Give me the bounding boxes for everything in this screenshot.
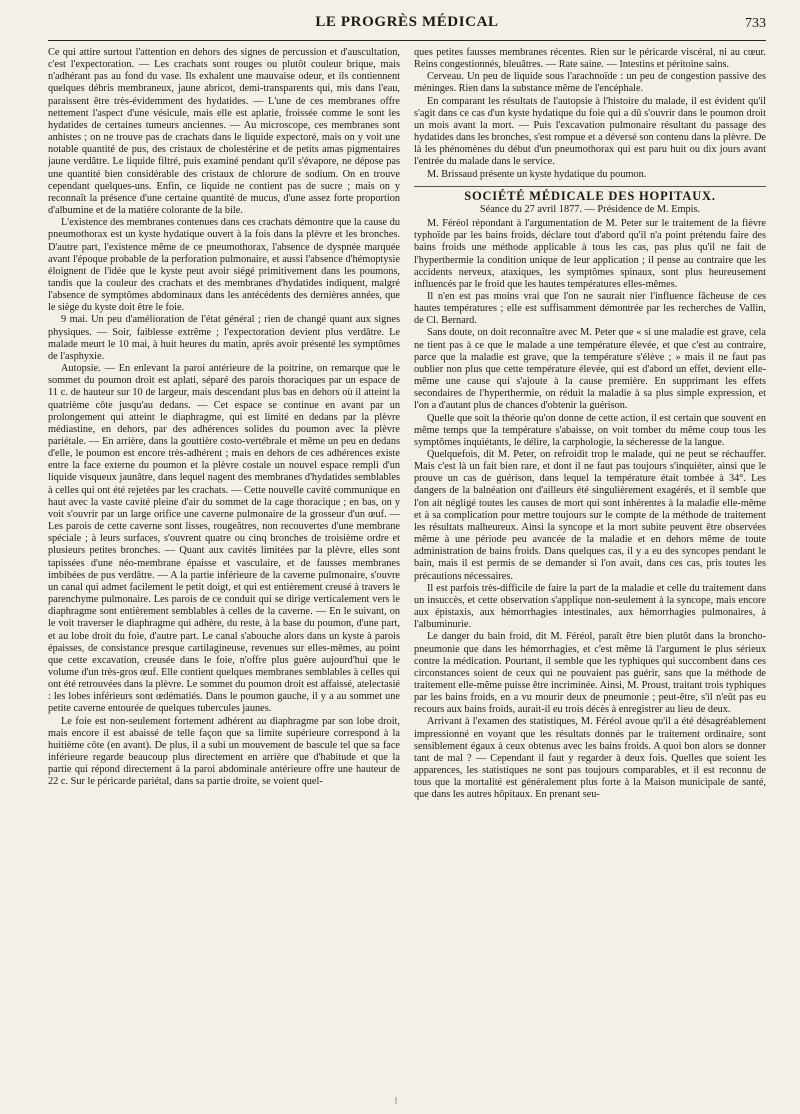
right-column: [414, 47, 766, 1107]
paragraph: Quelquefois, dit M. Peter, on refroidit trop le malade, qui ne peut se réchauffer. Mais c'est là un fait bien rare, et dont il ne faut pas toujours s'inquiéter, ainsi que le prouve un cas de guérison, dans lequel la température était tombée à 34°. Les dangers de la balnéation ont d'ailleurs été singulièrement exagérés, et il semble que l'on ait négligé toutes les causes de mort qui sont inhérentes à la maladie elle-même et à sa complication pour mettre toujours sur le compte de la méthode de traitement les résultats malheureux. Ainsi la syncope et la mort subite peuvent être observées même à une période peu avancée de la maladie et en dehors même de toute administration de bains froids. Dans quelques cas, il y a eu des syncopes pendant le bain, mais il est permis de se demander si l'on avait, dans ces cas, pris toutes les précautions nécessaires.: [414, 449, 766, 582]
paragraph: 9 mai. Un peu d'amélioration de l'état général ; rien de changé quant aux signes physiques. — Soir, faiblesse extrême ; l'expectoration devient plus verdâtre. Le malade meurt le 10 mai, à huit heures du matin, après avoir présenté les symptômes de l'asphyxie.: [48, 314, 400, 362]
autopsy-continuation: [414, 47, 766, 181]
section-title: SOCIÉTÉ MÉDICALE DES HOPITAUX.: [414, 186, 766, 202]
page-header: [48, 14, 766, 41]
paragraph: Arrivant à l'examen des statistiques, M. Féréol avoue qu'il a été désagréablement impressionné en voyant que les résultats donnés par le traitement ordinaire, sont sensiblement égaux à ceux obtenus avec les bains froids. A quoi bon alors se donner tant de mal ? — Cependant il faut y regarder à deux fois. Quelles que soient les apparences, les statistiques ne sont pas toujours comparables, et il est reconnu de tous que la mortalité est généralement plus forte à la Maison municipale de santé, que dans les autres hôpitaux. En prenant seu-: [414, 716, 766, 801]
paragraph: Il est parfois très-difficile de faire la part de la maladie et celle du traitement dans un insuccès, et cette observation s'applique non-seulement à la syncope, mais encore aux épistaxis, aux hémorrhagies intestinales, aux hémorrhagies pulmonaires, à l'albuminurie.: [414, 582, 766, 631]
session-line: Séance du 27 avril 1877. — Présidence de M. Empis.: [479, 203, 701, 215]
page-number: 733: [745, 16, 766, 31]
paragraph: M. Féréol répondant à l'argumentation de M. Peter sur le traitement de la fièvre typhoïde par les bains froids, déclare tout d'abord qu'il n'a point prétendu faire des bains froids une méthode applicable à tous les cas, pas plus qu'il ne fait de l'hyperthermie la condition unique de leur application ; il pense au contraire que les accidents nerveux, ataxiques, les symptômes spinaux, sont plus heureusement influencés par le froid que les hautes températures elles-mêmes.: [414, 218, 766, 290]
paragraph: Ce qui attire surtout l'attention en dehors des signes de percussion et d'auscultation, c'est l'expectoration. — Les crachats sont rouges ou plutôt couleur brique, mais n'adhérant pas au fond du vase. Ils exhalent une mauvaise odeur, et ils contiennent quelques débris membraneux, jaune abricot, demi-transparents qui, mis dans l'eau, paraissent être très-évidemment des hydatides. — L'une de ces membranes offre nettement l'aspect d'une vésicule, mais elle est aplatie, froissée comme le sont les hydatides de certaines tumeurs anciennes. — Au microscope, ces membranes sont anhistes ; on ne trouve pas de crachats dans le liquide expectoré, mais on y voit une notable quantité de pus, des cristaux de cholestérine et de petits amas pigmentaires jaune verdâtre. Le liquide filtré, puis examiné pendant qu'il s'évapore, ne dépose pas une quantité bien considérable des cristaux de chlorure de sodium. On en trouve cependant quelques-uns. Enfin, ce liquide ne contient pas de sucre ; mais on y reconnaît la présence d'une certaine quantité de mucus, d'une assez forte proportion d'albumine et de la matière colorante de la bile.: [48, 47, 400, 217]
paragraph: Sans doute, on doit reconnaître avec M. Peter que « si une maladie est grave, cela ne tient pas à ce que le malade a une température élevée, et que c'est au contraire, parce que la maladie est grave, que la température s'élève ; » mais il ne faut pas oublier non plus que cette température élevée, qui est d'abord un effet, devient elle-même une cause qui s'ajoute à la cause première. En supprimant les effets secondaires de l'hyperthermie, on réduit la maladie à sa plus simple expression, et l'on a d'autant plus de chances d'obtenir la guérison.: [414, 327, 766, 412]
session-report: [414, 218, 766, 802]
text-columns: [48, 47, 766, 1107]
paragraph: Il n'en est pas moins vrai que l'on ne saurait nier l'influence fâcheuse de ces hautes températures ; elle est suffisamment démontrée par les recherches de Vallin, de Cl. Bernard.: [414, 290, 766, 327]
running-title: LE PROGRÈS MÉDICAL: [315, 14, 499, 30]
footer-mark: ǀ: [395, 1096, 398, 1107]
paragraph: ques petites fausses membranes récentes. Rien sur le péricarde viscéral, ni au cœur. Reins congestionnés, bleuâtres. — Rate saine. — Intestins et péritoine sains.: [414, 47, 766, 71]
paragraph: L'existence des membranes contenues dans ces crachats démontre que la cause du pneumothorax est un kyste hydatique ouvert à la fois dans la plèvre et les bronches. D'autre part, l'existence même de ce pneumothorax, l'absence de dyspnée marquée avant l'époque probable de la perforation pulmonaire, et aussi l'absence d'hémoptysie éloignent de l'idée que le kyste peut avoir siégé primitivement dans les poumons, tandis que la couleur des crachats et des membranes d'hydatides indiquent, malgré l'absence de symptômes abdominaux dans les antécédents des dernières années, que le siège du kyste doit être le foie.: [48, 217, 400, 314]
paragraph: Le foie est non-seulement fortement adhérent au diaphragme par son lobe droit, mais encore il est abaissé de telle façon que sa limite supérieure correspond à la huitième côte (en avant). De plus, il a subi un mouvement de bascule tel que sa face inférieure regarde beaucoup plus directement en arrière que d'habitude et que la partie qui répond directement à la paroi abdominale antérieure offre une hauteur de 22 c. Sur le péricarde pariétal, dans sa partie droite, se voient quel-: [48, 715, 400, 788]
paragraph: Le danger du bain froid, dit M. Féréol, paraît être bien plutôt dans la broncho-pneumonie que dans les hémorrhagies, et c'est même là l'argument le plus sérieux contre la médication. Pourtant, il semble que les typhiques qui succombent dans ces circonstances soient de ceux qui ne pouvaient pas guérir, sans que la méthode de traitement elle-même puisse être incriminée. Ainsi, M. Proust, traitant trois typhiques par les bains froids, en a vu mourir deux de pneumonie ; peut-être, s'il n'eût pas eu recours aux bains froids, aurait-il eu trois décès à enregistrer au lieu de deux.: [414, 631, 766, 716]
paragraph: Cerveau. Un peu de liquide sous l'arachnoïde : un peu de congestion passive des méninges. Rien dans la substance même de l'encéphale.: [414, 71, 766, 95]
paragraph: M. Brissaud présente un kyste hydatique du poumon.: [427, 168, 647, 180]
paragraph: En comparant les résultats de l'autopsie à l'histoire du malade, il est évident qu'il s'agit dans ce cas d'un kyste hydatique du foie qui a dû s'ouvrir dans le poumon droit un mois avant la mort. — Puis l'excavation pulmonaire résultant du passage des hydatides dans les bronches, s'est rompue et a déversé son contenu dans la plèvre. De là les phénomènes du début d'un pneumothorax qui est paru huit ou dix jours avant l'entrée du malade dans le service.: [414, 95, 766, 168]
paragraph: Quelle que soit la théorie qu'on donne de cette action, il est certain que souvent en même temps que la température s'abaisse, on voit tomber du même coup tous les symptômes inquiétants, le délire, la carphologie, la sécheresse de la langue.: [414, 412, 766, 448]
paragraph: Autopsie. — En enlevant la paroi antérieure de la poitrine, on remarque que le sommet du poumon droit est aplati, séparé des parois thoraciques par un espace de 11 c. de hauteur sur 10 de largeur, mais descendant plus bas en dehors où il atteint la quatrième côte jusqu'au dedans. — Cet espace se continue en avant par un prolongement qui atteint le diaphragme, qui est limité en dedans par la plèvre médiastine, en dehors, par des adhérences solides du poumon avec la plèvre pariétale. — En arrière, dans la gouttière costo-vertébrale et même un peu en dedans d'elle, le poumon est encore très-adhérent ; mais en dehors de ces adhérences existe entre la face externe du poumon et la plèvre costale un nouvel espace rempli d'un liquide visqueux jaunâtre, dans lequel nagent des membranes d'hydatides semblables à celles qui ont été rejetées par les crachats. — Cette nouvelle cavité communique en haut avec la vaste cavité pleine d'air du sommet de la cage thoracique ; en bas, on y voit s'ouvrir par un large orifice une caverne pulmonaire de la grosseur d'un œuf. — Les parois de cette caverne sont lisses, rougeâtres, non recouvertes d'une membrane spéciale ; à leurs surfaces, s'ouvrent quatre ou cinq bronches de troisième ordre et plusieurs petites bronches. — Quant aux cavités limitées par la plèvre, elles sont tapissées d'une néo-membrane épaisse et vasculaire, et de fausses membranes imbibées de pus verdâtre. — A la partie inférieure de la caverne pulmonaire, s'ouvre un canal qui admet facilement le petit doigt, et qui est entièrement creusé à travers le parenchyme pulmonaire. Les parois de ce conduit qui se dirige verticalement vers le diaphragme sont entièrement semblables à celles de la caverne. — En le suivant, on le voit traverser le diaphragme qui adhère, du reste, à la base du poumon, d'une part, et au lobe droit du foie, d'autre part. Le canal s'abouche alors dans un kyste à parois épaisses, de consistance presque cartilagineuse, revenues sur elles-mêmes, au point que cette excavation, creusée dans le foie, n'offre plus guère aujourd'hui que le volume d'un très-gros œuf. Elle contient quelques membranes semblables à celles qui ont été retrouvées dans la plèvre. Le sommet du poumon droit est affaissé, atelectasié : les lobes inférieurs sont œdématiés. Dans le poumon gauche, il y a au sommet une petite caverne entourée de quelques tubercules jaunes.: [48, 363, 400, 715]
left-column: [48, 47, 400, 1107]
